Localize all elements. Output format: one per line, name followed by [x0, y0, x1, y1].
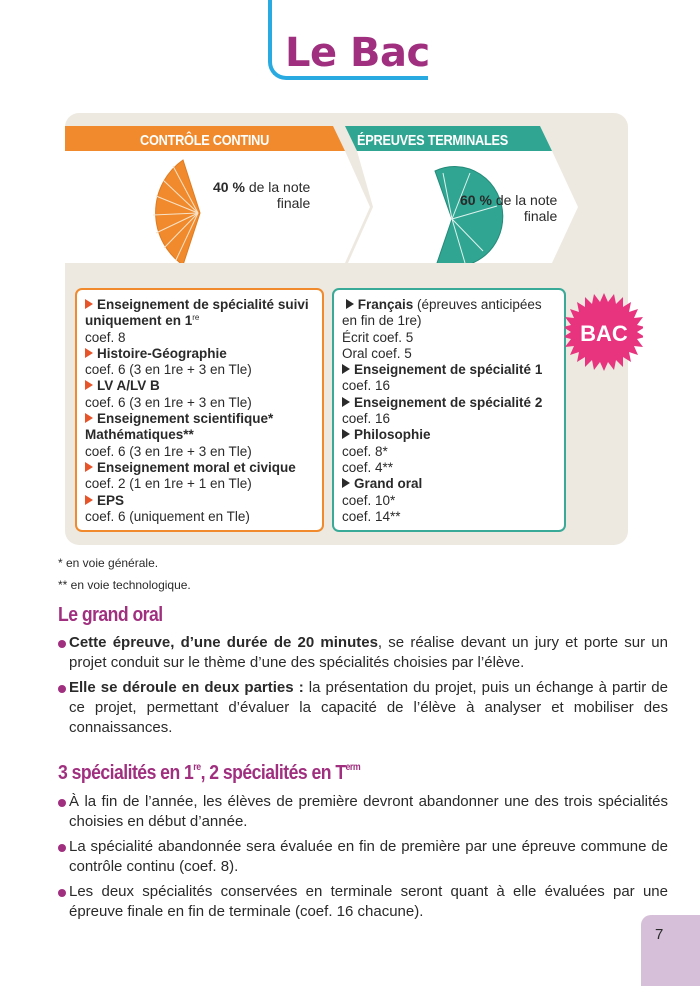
section-heading-grand-oral: Le grand oral	[58, 604, 163, 626]
item-title: Français	[357, 297, 414, 312]
specialites-bullet-list	[58, 792, 668, 927]
heading-text: 3 spécialités en 1	[58, 762, 194, 784]
bullet-dot-icon	[58, 844, 66, 852]
item-coef: coef. 6 (3 en 1re + 3 en Tle)	[85, 362, 252, 378]
list-item	[342, 476, 558, 525]
item-coef: coef. 16	[342, 411, 391, 427]
triangle-bullet-icon	[342, 364, 350, 374]
superscript: erm	[345, 762, 361, 773]
controle-continu-heading: CONTRÔLE CONTINU	[140, 132, 270, 149]
item-coef: Écrit coef. 5	[342, 329, 414, 345]
percent-caption: de la note	[495, 192, 558, 208]
controle-continu-box	[75, 288, 324, 532]
triangle-bullet-icon	[342, 397, 350, 407]
item-title: Enseignement de spécialité 2	[354, 394, 543, 410]
item-title: Philosophie	[354, 427, 431, 443]
item-title-suffix: (épreuves anticipées en fin de 1re)	[342, 297, 542, 329]
bullet-dot-icon	[58, 640, 66, 648]
item-coef: coef. 14**	[342, 508, 401, 524]
triangle-bullet-icon	[85, 299, 93, 309]
list-item	[342, 362, 558, 395]
percent-caption: finale	[276, 195, 311, 211]
item-coef: coef. 8	[85, 329, 126, 345]
triangle-bullet-icon	[346, 299, 354, 309]
item-title: Histoire-Géographie	[97, 345, 227, 361]
percent-caption: de la note	[248, 179, 311, 195]
bac-badge-label: BAC	[580, 321, 628, 346]
item-coef: coef. 10*	[342, 492, 396, 508]
bullet-text: La spécialité abandonnée sera évaluée en fin de première par une épreuve commune de contrôle continu (coef. 8).	[69, 838, 668, 875]
list-item	[342, 297, 558, 362]
item-title: Grand oral	[354, 476, 423, 492]
list-item	[342, 427, 558, 476]
triangle-bullet-icon	[342, 429, 350, 439]
triangle-bullet-icon	[85, 348, 93, 358]
list-item	[85, 346, 316, 379]
page-tab	[641, 915, 700, 986]
triangle-bullet-icon	[85, 462, 93, 472]
list-item	[58, 678, 668, 738]
bullet-text: À la fin de l’année, les élèves de première devront abandonner une des trois spécialités choisies en début d’année.	[69, 793, 668, 830]
item-coef: coef. 4**	[342, 459, 394, 475]
list-item	[85, 493, 316, 526]
bullet-text: , se réalise devant un jury et porte sur un projet conduit sur le thème d’une des spécialités choisies par l’élève.	[69, 634, 668, 671]
item-title: Enseignement moral et civique	[97, 459, 296, 475]
list-item	[85, 297, 316, 346]
bullet-dot-icon	[58, 799, 66, 807]
page-number: 7	[655, 926, 664, 943]
percent-value: 60 %	[460, 192, 492, 208]
bullet-dot-icon	[58, 889, 66, 897]
section-heading-specialites	[58, 762, 360, 785]
superscript: re	[192, 313, 200, 323]
percent-value: 40 %	[213, 179, 245, 195]
item-title: Enseignement de spécialité suivi uniquement en 1	[85, 297, 309, 329]
bullet-text: Les deux spécialités conservées en terminale seront quant à elle évaluées par une épreuve finale en fin de terminale (coef. 16 chacune).	[69, 883, 668, 920]
bullet-bold-text: Elle se déroule en deux parties :	[69, 679, 304, 696]
percent-caption: finale	[523, 208, 558, 224]
controle-continu-percent-label	[213, 179, 310, 211]
bac-starburst-badge	[565, 293, 643, 371]
item-title: Enseignement de spécialité 1	[354, 362, 543, 378]
item-title: LV A/LV B	[97, 378, 160, 394]
epreuves-terminales-box	[332, 288, 566, 532]
item-coef: coef. 16	[342, 378, 391, 394]
epreuves-terminales-percent-label	[460, 192, 557, 224]
bullet-text: la présentation du projet, puis un échange à partir de ce projet, permettant d’évaluer la capacité de l’élève à analyser et mobiliser des connaissances.	[69, 679, 668, 736]
list-item	[85, 378, 316, 411]
triangle-bullet-icon	[85, 380, 93, 390]
superscript: re	[193, 762, 201, 773]
item-coef: coef. 6 (uniquement en Tle)	[85, 508, 250, 524]
list-item	[342, 395, 558, 428]
epreuves-terminales-heading: ÉPREUVES TERMINALES	[357, 132, 509, 149]
list-item	[58, 882, 668, 922]
item-coef: coef. 2 (1 en 1re + 1 en Tle)	[85, 476, 252, 492]
page-title: Le Bac	[285, 30, 430, 76]
item-coef: Oral coef. 5	[342, 345, 412, 361]
bullet-bold-text: Cette épreuve, d’une durée de 20 minutes	[69, 634, 378, 651]
triangle-bullet-icon	[342, 478, 350, 488]
item-title: Enseignement scientifique* Mathématiques**	[85, 411, 274, 443]
footnote-general: * en voie générale.	[58, 556, 159, 570]
triangle-bullet-icon	[85, 413, 93, 423]
bullet-dot-icon	[58, 685, 66, 693]
bac-infographic-panel	[65, 113, 628, 545]
list-item	[58, 792, 668, 832]
item-coef: coef. 6 (3 en 1re + 3 en Tle)	[85, 443, 252, 459]
list-item	[58, 633, 668, 673]
list-item	[85, 460, 316, 493]
heading-text: , 2 spécialités en T	[200, 762, 346, 784]
item-coef: coef. 8*	[342, 443, 388, 459]
triangle-bullet-icon	[85, 495, 93, 505]
list-item	[58, 837, 668, 877]
list-item	[85, 411, 316, 460]
item-title: EPS	[97, 492, 125, 508]
grand-oral-bullet-list	[58, 633, 668, 743]
item-coef: coef. 6 (3 en 1re + 3 en Tle)	[85, 394, 252, 410]
footnote-technologique: ** en voie technologique.	[58, 578, 191, 592]
